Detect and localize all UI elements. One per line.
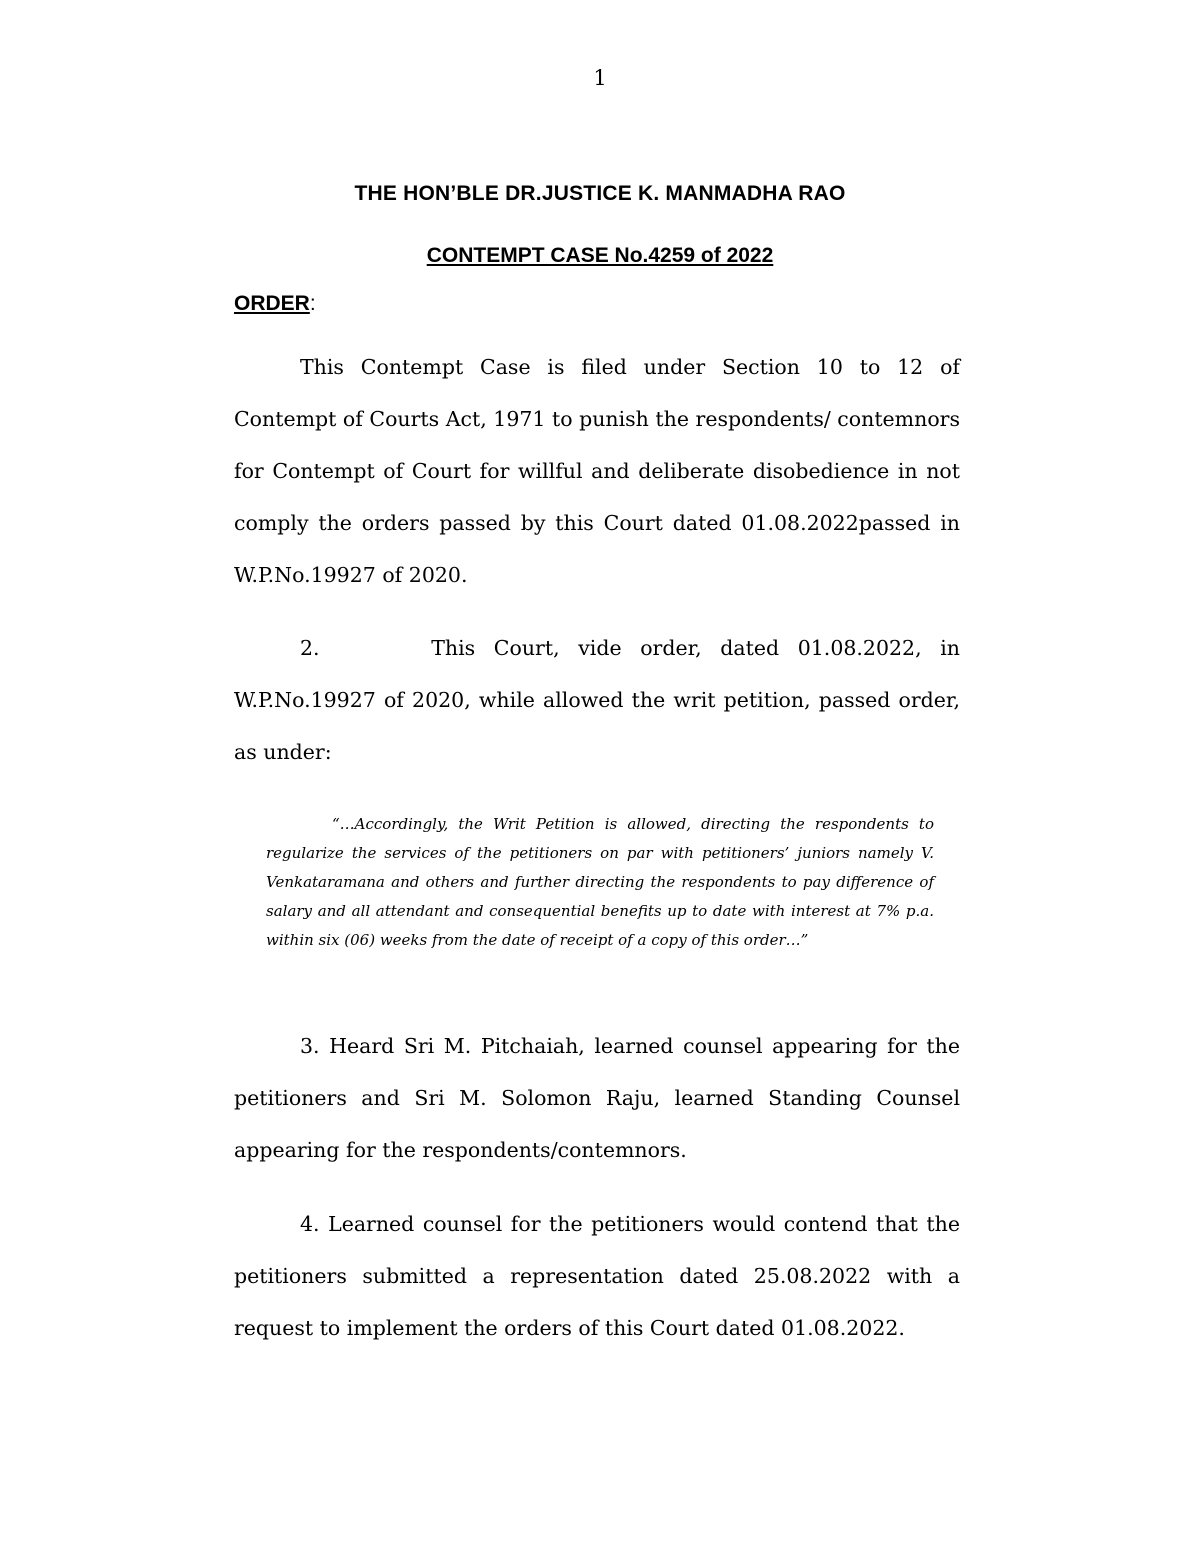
- paragraph-2: 2. This Court, vide order, dated 01.08.2022, in W.P.No.19927 of 2020, while allowed the writ petition, passed order, as under:: [234, 636, 967, 764]
- paragraph-3: 3. Heard Sri M. Pitchaiah, learned counsel appearing for the petitioners and Sri M. Solomon Raju, learned Standing Counsel appearing for the respondents/contemnors.: [234, 1034, 960, 1162]
- paragraph-1: This Contempt Case is filed under Section 10 to 12 of Contempt of Courts Act, 1971 to punish the respondents/ contemnors for Contempt of Court for willful and deliberate disobedience in not comply the orders passed by this Court dated 01.08.2022passed in W.P.No.19927 of 2020.: [234, 355, 960, 587]
- order-suffix: :: [309, 292, 316, 315]
- judge-title: THE HON’BLE DR.JUSTICE K. MANMADHA RAO: [354, 182, 846, 205]
- page-number: 1: [593, 66, 607, 90]
- paragraph-4: 4. Learned counsel for the petitioners would contend that the petitioners submitted a representation dated 25.08.2022 with a request to implement the orders of this Court dated 01.08.2022.: [234, 1212, 960, 1340]
- quoted-order: “…Accordingly, the Writ Petition is allowed, directing the respondents to regularize the services of the petitioners on par with petitioners’ juniors namely V. Venkataramana and others and further directing the respondents to pay difference of salary and all attendant and consequential benefits up to date with interest at 7% p.a. within six (06) weeks from the date of receipt of a copy of this order…”: [266, 815, 934, 949]
- case-title: CONTEMPT CASE No.4259 of 2022: [426, 244, 774, 267]
- order-heading: [234, 292, 316, 316]
- order-label: ORDER: [234, 292, 310, 315]
